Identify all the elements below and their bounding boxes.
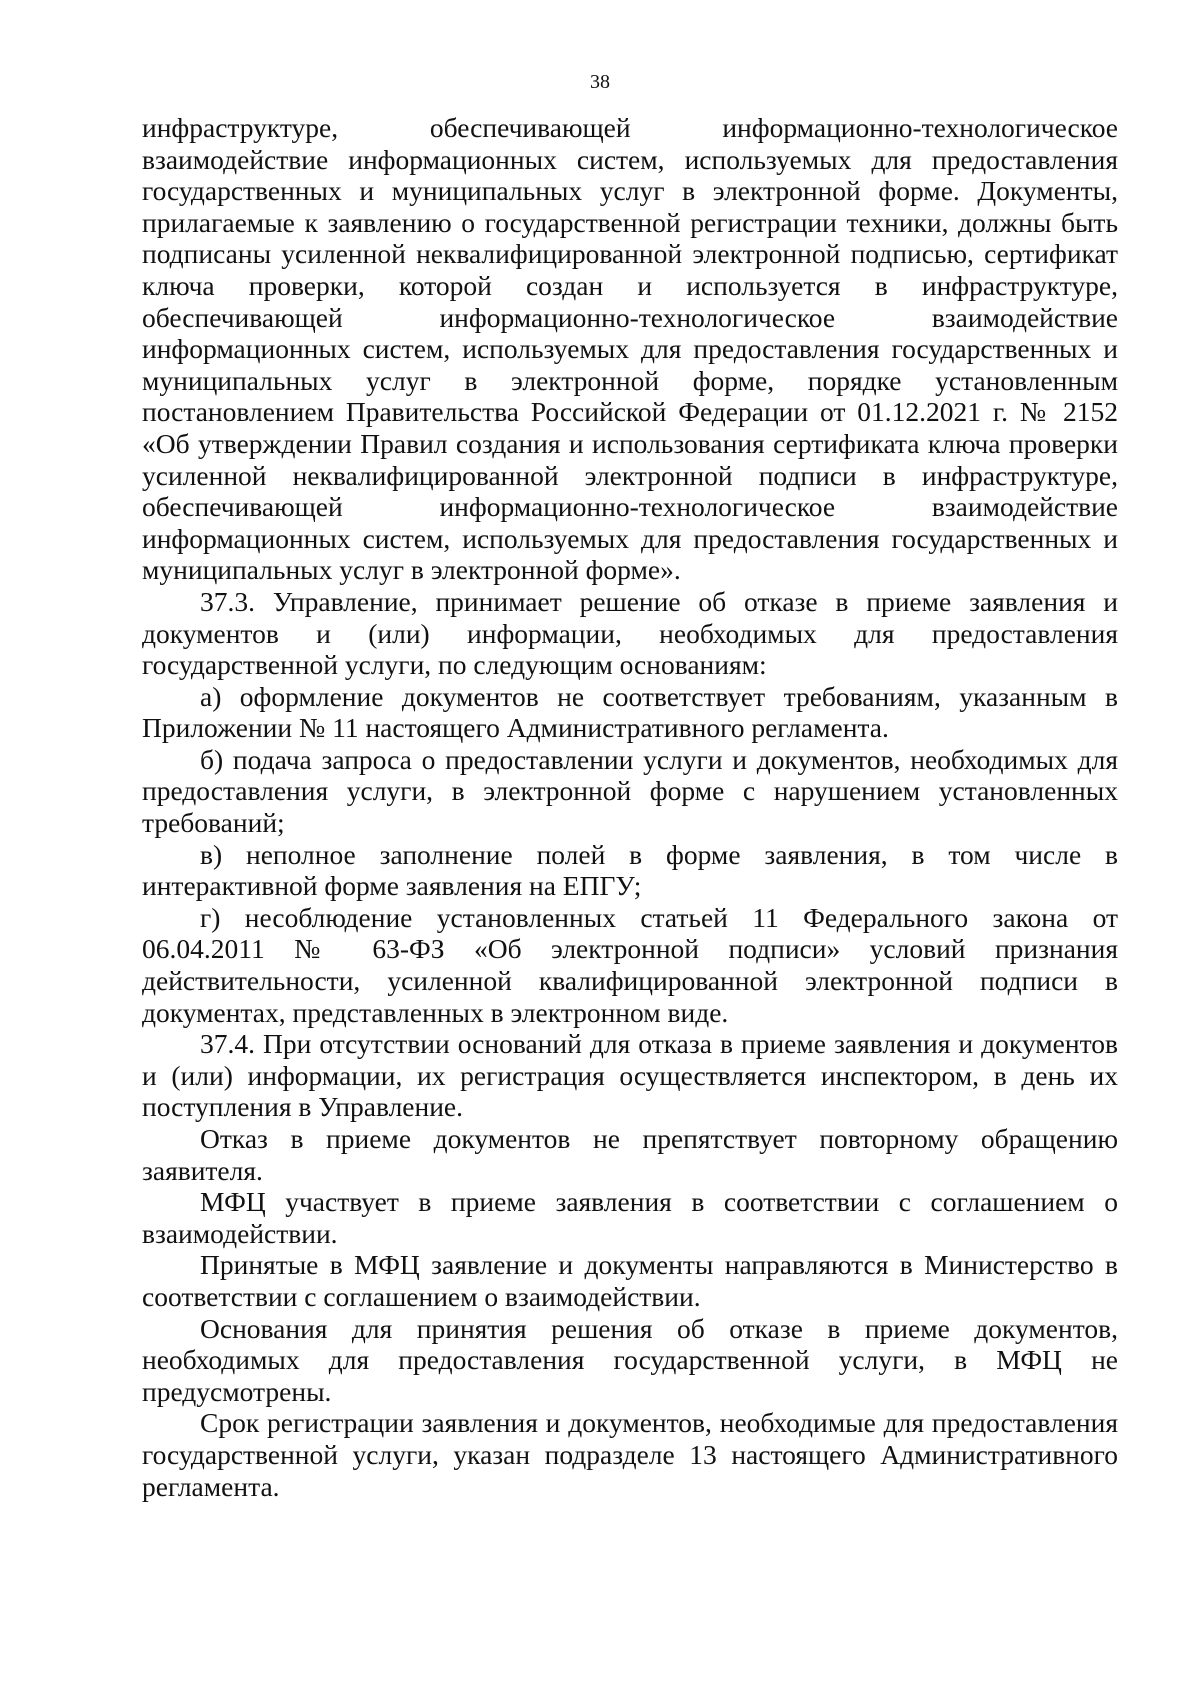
list-item-v: в) неполное заполнение полей в форме заявления, в том числе в интерактивной форме заявления на ЕПГУ; [142, 838, 1118, 902]
paragraph-37-3: 37.3. Управление, принимает решение об отказе в приеме заявления и документов и (или) информации, необходимых для предоставления государственной услуги, по следующим основаниям: [142, 585, 1118, 681]
document-body [142, 112, 1118, 1502]
paragraph-registration-term: Срок регистрации заявления и документов, необходимые для предоставления государственной услуги, указан подразделе 13 настоящего Административного регламента. [142, 1407, 1118, 1502]
list-item-b: б) подача запроса о предоставлении услуги и документов, необходимых для предоставления услуги, в электронной форме с нарушением установленных требований; [142, 743, 1118, 839]
paragraph-refusal-note: Отказ в приеме документов не препятствует повторному обращению заявителя. [142, 1123, 1118, 1186]
paragraph-continuation: инфраструктуре, обеспечивающей информационно-технологическое взаимодействие информационных систем, используемых для предоставления государственных и муниципальных услуг в электронной форме. Документы, прилагаемые к заявлению о государственной регистрации техники, должны быть подписаны усиленной неквалифицированной электронной подписью, сертификат ключа проверки, которой создан и используется в инфраструктуре, обеспечивающей информационно-технологическое взаимодействие информационных систем, используемых для предоставления государственных и муниципальных услуг в электронной форме, порядке установленным постановлением Правительства Российской Федерации от 01.12.2021 г. № 2152 «Об утверждении Правил создания и использования сертификата ключа проверки усиленной неквалифицированной электронной подписи в инфраструктуре, обеспечивающей информационно-технологическое взаимодействие информационных систем, используемых для предоставления государственных и муниципальных услуг в электронной форме». [142, 112, 1118, 586]
paragraph-mfc-forwarding: Принятые в МФЦ заявление и документы направляются в Министерство в соответствии с соглашением о взаимодействии. [142, 1249, 1118, 1312]
paragraph-mfc-participation: МФЦ участвует в приеме заявления в соответствии с соглашением о взаимодействии. [142, 1186, 1118, 1249]
list-item-a: а) оформление документов не соответствует требованиям, указанным в Приложении № 11 настоящего Административного регламента. [142, 680, 1118, 744]
list-item-g: г) несоблюдение установленных статьей 11 Федерального закона от 06.04.2011 № 63-ФЗ «Об электронной подписи» условий признания действительности, усиленной квалифицированной электронной подписи в документах, представленных в электронном виде. [142, 901, 1118, 1028]
paragraph-mfc-grounds: Основания для принятия решения об отказе в приеме документов, необходимых для предоставления государственной услуги, в МФЦ не предусмотрены. [142, 1312, 1118, 1407]
paragraph-37-4: 37.4. При отсутствии оснований для отказа в приеме заявления и документов и (или) информации, их регистрация осуществляется инспектором, в день их поступления в Управление. [142, 1028, 1118, 1123]
page-number: 38 [590, 71, 610, 93]
